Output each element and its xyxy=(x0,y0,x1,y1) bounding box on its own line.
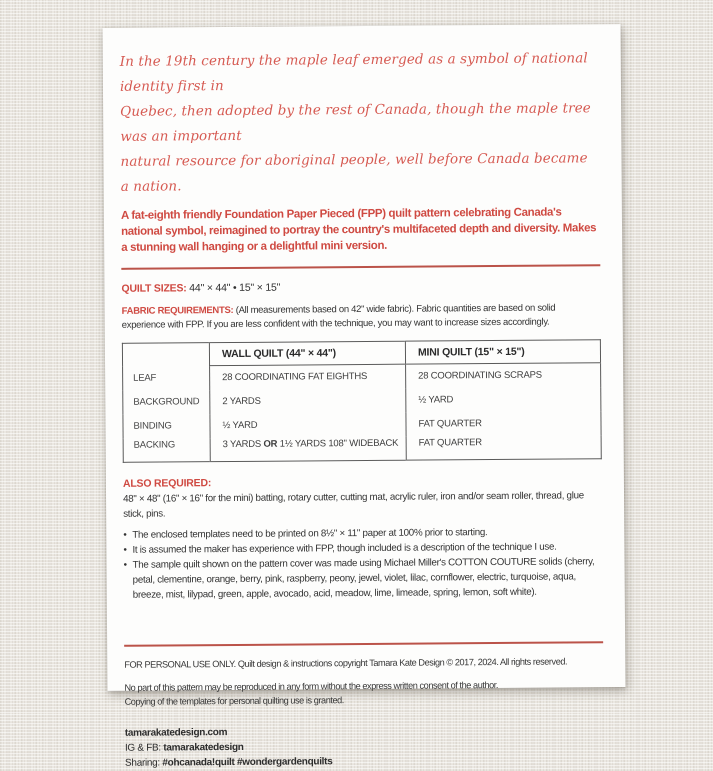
fabric-requirements-paragraph xyxy=(122,301,601,333)
table-header-mini-quilt: MINI QUILT (15" × 15") xyxy=(405,340,600,364)
fabric-requirements-text: (All measurements based on 42" wide fabric). Fabric quantities are based on solid experience with FPP. If you are less confident with the technique, you may want to increase sizes accordingly. xyxy=(121,302,556,331)
also-required-text: 48" × 48" (16" × 16" for the mini) batting, rotary cutter, cutting mat, acrylic ruler, iron and/or seam roller, thread, glue stick, pins. xyxy=(123,490,584,520)
wall-quilt-cell: 28 COORDINATING FAT EIGHTHS xyxy=(210,364,406,389)
quilt-sizes-label: QUILT SIZES: xyxy=(121,282,187,295)
website-link: tamarakatedesign.com xyxy=(124,727,228,739)
mini-quilt-cell: 28 COORDINATING SCRAPS xyxy=(406,363,601,388)
wall-quilt-cell: ½ YARD xyxy=(210,412,406,437)
divider-rule-bottom xyxy=(124,641,603,647)
mini-quilt-cell: FAT QUARTER xyxy=(406,435,601,460)
quilt-sizes-value: 44" × 44" • 15" × 15" xyxy=(189,281,281,295)
text-segment: Sharing: xyxy=(124,757,163,769)
text-segment: tamarakatedesign xyxy=(163,741,244,754)
bullet-item: • The enclosed templates need to be printed on 8½" × 11" paper at 100% prior to starting. xyxy=(123,524,602,543)
table-row xyxy=(123,363,601,391)
row-label: BACKING xyxy=(133,439,176,451)
text-segment: #ohcanada!quilt #wondergardenquilts xyxy=(162,756,333,769)
row-label: BACKGROUND xyxy=(133,396,200,408)
text-segment: 3 YARDS xyxy=(222,439,264,451)
also-required-section xyxy=(123,473,603,603)
legal-section xyxy=(124,654,603,709)
wall-quilt-cell xyxy=(210,436,406,461)
mini-quilt-cell: FAT QUARTER xyxy=(406,411,601,436)
sharing-line xyxy=(125,752,604,771)
quilt-sizes-line xyxy=(121,279,600,296)
table-row xyxy=(123,435,601,463)
reproduction-line: No part of this pattern may be reproduced in any form without the express written consent of the author. xyxy=(124,680,499,693)
bullet-item: • The sample quilt shown on the pattern cover was made using Michael Miller's COTTON COUTURE solids (cherry, petal, clementine, orange, berry, pink, raspberry, peony, jewel, violet, lilac, cornflower, electric, turquoise, aqua, breeze, mist, lilypad, green, apple, avocado, acid, meadow, lime, limeade, spring, lemon, soft white). xyxy=(123,554,602,603)
fabric-requirements-table xyxy=(122,339,602,463)
contact-section xyxy=(125,722,604,771)
divider-rule-top xyxy=(121,264,600,270)
table-row xyxy=(123,387,601,415)
text-segment: IG & FB: xyxy=(124,742,164,754)
personal-use-line: FOR PERSONAL USE ONLY. Quilt design & instructions copyright Tamara Kate Design © 2017, 2024. All rights reserved. xyxy=(124,656,568,670)
table-header-blank xyxy=(122,343,209,367)
fabric-requirements-label: FABRIC REQUIREMENTS: xyxy=(121,304,234,317)
copying-line: Copying of the templates for personal quilting use is granted. xyxy=(124,695,344,707)
also-required-bullets xyxy=(123,524,603,603)
intro-bold-paragraph: A fat-eighth friendly Foundation Paper Pieced (FPP) quilt pattern celebrating Canada's national symbol, reimagined to portray the country's multifaceted depth and diversity. Makes a stunning wall hanging or a delightful mini version. xyxy=(120,206,597,254)
wall-quilt-cell: 2 YARDS xyxy=(210,388,406,413)
mini-quilt-cell: ½ YARD xyxy=(406,387,601,412)
pattern-sheet-page xyxy=(103,24,626,769)
also-required-label: ALSO REQUIRED: xyxy=(122,477,212,490)
table-header-wall-quilt: WALL QUILT (44" × 44") xyxy=(209,341,405,365)
row-label: BINDING xyxy=(133,420,172,432)
row-label: LEAF xyxy=(133,372,157,384)
text-segment: OR xyxy=(263,438,278,451)
bullet-item: • It is assumed the maker has experience with FPP, though included is a description of the technique I use. xyxy=(123,539,602,558)
table-row xyxy=(123,411,601,439)
intro-script-text: In the 19th century the maple leaf emerged as a symbol of national identity first in Quebec, then adopted by the rest of Canada, though the maple tree was an important natural resource for aboriginal people, well before Canada became a nation. xyxy=(119,50,591,195)
text-segment: 1½ YARDS 108" WIDEBACK xyxy=(277,437,399,450)
